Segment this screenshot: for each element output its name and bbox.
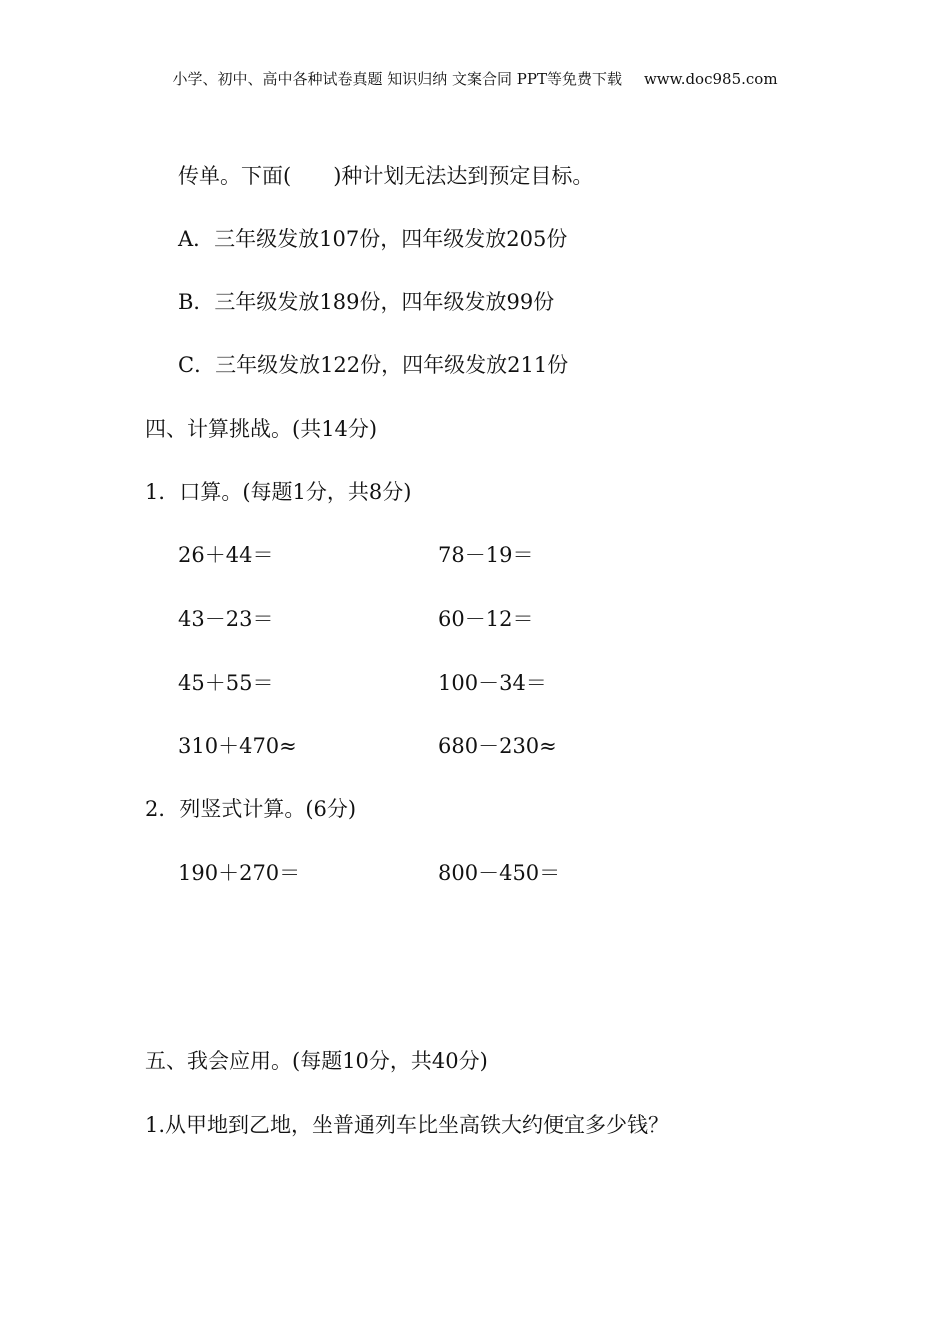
application-question-1: 1.从甲地到乙地，坐普通列车比坐高铁大约便宜多少钱？ (145, 1113, 670, 1137)
oral-calc-item: 680－230≈ (438, 734, 557, 758)
oral-calc-item: 45＋55＝ (178, 671, 274, 695)
section-5-title: 五、我会应用。(每题10分，共40分) (145, 1049, 488, 1073)
oral-calc-item: 310＋470≈ (178, 734, 297, 758)
vertical-calc-item: 190＋270＝ (178, 861, 301, 885)
part-1-title: 1．口算。(每题1分，共8分) (145, 480, 412, 504)
option-b: B．三年级发放189份，四年级发放99份 (178, 290, 555, 314)
header-text: 小学、初中、高中各种试卷真题 知识归纳 文案合同 PPT等免费下载 (172, 70, 622, 88)
section-4-title: 四、计算挑战。(共14分) (145, 417, 378, 441)
oral-calc-item: 78－19＝ (438, 543, 534, 567)
vertical-calc-item: 800－450＝ (438, 861, 561, 885)
question-text-before-blank: 传单。下面( (178, 164, 292, 188)
oral-calc-item: 60－12＝ (438, 607, 534, 631)
header-site: www.doc985.com (643, 70, 778, 88)
question-continuation (178, 166, 593, 187)
oral-calc-item: 26＋44＝ (178, 543, 274, 567)
page-header (0, 68, 950, 89)
part-2-title: 2．列竖式计算。(6分) (145, 797, 357, 821)
option-c: C．三年级发放122份，四年级发放211份 (178, 353, 569, 377)
oral-calc-item: 100－34＝ (438, 671, 547, 695)
question-text-after-blank: )种计划无法达到预定目标。 (333, 164, 594, 188)
oral-calc-item: 43－23＝ (178, 607, 274, 631)
option-a: A．三年级发放107份，四年级发放205份 (178, 227, 568, 251)
